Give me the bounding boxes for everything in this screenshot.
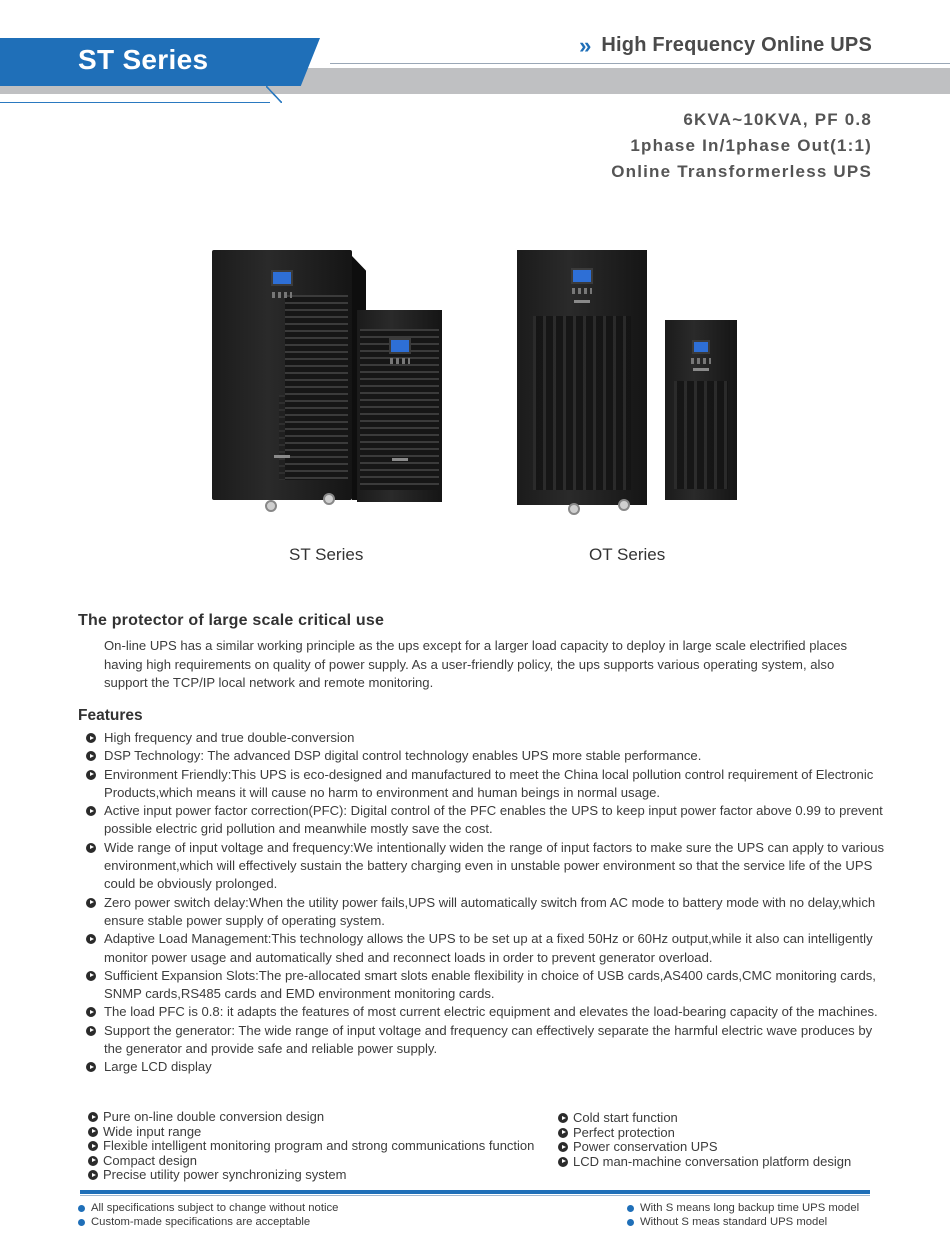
caster-wheel [618, 499, 630, 511]
ot-series-caption: OT Series [589, 545, 666, 564]
highlight-text: Perfect protection [573, 1124, 675, 1140]
arrow-bullet-icon [86, 1062, 96, 1072]
caster-wheel [265, 500, 277, 512]
arrow-bullet-icon [86, 733, 96, 743]
highlight-text: Compact design [103, 1152, 197, 1168]
highlight-text: Power conservation UPS [573, 1139, 718, 1154]
feature-item [86, 747, 886, 765]
feature-item [86, 967, 886, 1004]
highlight-item [558, 1126, 851, 1141]
arrow-bullet-icon [558, 1128, 568, 1138]
feature-item [86, 1058, 886, 1076]
feature-text: Active input power factor correction(PFC): Digital control of the PFC enables the UPS to keep input power factor above 0.99 to prevent possible electric grid pollution and meanwhile mostly save the cost. [104, 803, 883, 837]
feature-text: Large LCD display [104, 1059, 212, 1075]
features-heading: Features [78, 707, 143, 724]
feature-text: Wide range of input voltage and frequency:We intentionally widen the range of input factors to make sure the UPS can apply to various environment,which will effectively sustain the battery charging even in unstable power environment so that the service life of the UPS could be obviously prolonged. [104, 839, 885, 892]
highlight-text: Flexible intelligent monitoring program and strong communications function [103, 1138, 535, 1153]
st-series-caption: ST Series [289, 545, 364, 564]
highlight-item [88, 1125, 534, 1140]
footer-note-text: All specifications subject to change without notice [91, 1202, 339, 1214]
spec-line: 6KVA~10KVA, PF 0.8 [683, 110, 872, 129]
feature-item [86, 802, 886, 839]
feature-text: Support the generator: The wide range of input voltage and frequency can effectively separate the harmful electric wave produces by the generator and provide safe and reliable power supply. [104, 1022, 873, 1057]
footer-note-text: Without S meas standard UPS model [640, 1215, 828, 1228]
lcd-screen [571, 268, 593, 284]
footer-note-text: With S means long backup time UPS model [640, 1202, 860, 1214]
footer-notes-right [627, 1202, 859, 1229]
dot-bullet-icon [627, 1205, 634, 1212]
caster-wheel [568, 503, 580, 515]
highlight-text: LCD man-machine conversation platform design [573, 1153, 852, 1169]
highlight-item [88, 1110, 534, 1125]
footer-note [78, 1216, 338, 1230]
vent-panel [533, 316, 632, 489]
highlight-item [558, 1140, 851, 1155]
feature-item [86, 729, 886, 747]
arrow-bullet-icon [88, 1127, 98, 1137]
arrow-bullet-icon [86, 971, 96, 981]
arrow-bullet-icon [88, 1156, 98, 1166]
arrow-bullet-icon [558, 1142, 568, 1152]
series-title: ST Series [78, 44, 209, 75]
features-list [86, 729, 886, 1077]
control-buttons [390, 358, 410, 364]
caster-wheel [323, 493, 335, 505]
brand-logo [274, 455, 290, 458]
product-type-text: High Frequency Online UPS [601, 34, 872, 56]
arrow-bullet-icon [88, 1141, 98, 1151]
feature-text: Sufficient Expansion Slots:The pre-allocated smart slots enable flexibility in choice of USB cards,AS400 cards,CMC monitoring cards, SNMP cards,RS485 cards and EMD environment monitoring cards. [104, 967, 876, 1002]
ups-tower-small [357, 310, 442, 502]
brand-logo [693, 368, 709, 371]
feature-item [86, 1022, 886, 1059]
highlight-item [88, 1154, 534, 1169]
header-rule [330, 63, 950, 64]
feature-item [86, 766, 886, 803]
feature-item [86, 894, 886, 931]
vent-panel [674, 381, 729, 489]
double-chevron-icon: » [579, 32, 592, 58]
footer-notes-left [78, 1202, 338, 1229]
arrow-bullet-icon [86, 751, 96, 761]
spec-line: 1phase In/1phase Out(1:1) [630, 136, 872, 155]
control-buttons [691, 358, 711, 364]
lcd-screen [271, 270, 293, 286]
dot-bullet-icon [627, 1219, 634, 1226]
ups-tower-small [665, 320, 737, 500]
banner-slash [266, 86, 282, 103]
banner-underline [0, 102, 270, 103]
footer-note [627, 1216, 859, 1230]
arrow-bullet-icon [86, 843, 96, 853]
control-buttons [572, 288, 592, 294]
arrow-bullet-icon [88, 1170, 98, 1180]
feature-item [86, 1003, 886, 1021]
brand-logo [574, 300, 590, 303]
footer-note-text: Custom-made specifications are acceptable [91, 1215, 311, 1228]
intro-heading: The protector of large scale critical use [78, 612, 385, 629]
vent-grille [279, 395, 285, 480]
highlight-item [88, 1139, 534, 1154]
intro-paragraph: On-line UPS has a similar working principle as the ups except for a larger load capacity to deploy in large scale electrified places having high requirements on quality of power supply. As a user-friendly policy, the ups supports various operating system, also support the TCP/IP local network and remote monitoring. [104, 638, 848, 691]
ups-tower-large [517, 250, 647, 505]
arrow-bullet-icon [86, 1007, 96, 1017]
spec-summary [611, 107, 872, 185]
feature-text: High frequency and true double-conversion [104, 730, 355, 745]
highlights-left [88, 1110, 534, 1183]
lcd-screen [389, 338, 411, 354]
arrow-bullet-icon [86, 1026, 96, 1036]
feature-text: Environment Friendly:This UPS is eco-designed and manufactured to meet the China local pollution control requirement of Electronic Products,which means it will cause no harm to environment and human beings in normal usage. [104, 766, 874, 800]
ups-tower-large [212, 250, 352, 500]
arrow-bullet-icon [86, 770, 96, 780]
feature-text: Adaptive Load Management:This technology allows the UPS to be set up at a fixed 50Hz or 60Hz output,while it also can intelligently monitor power usage and automatically shed and reconnect loads in order to prevent generator overload. [104, 931, 873, 965]
highlight-item [558, 1155, 851, 1170]
feature-text: The load PFC is 0.8: it adapts the features of most current electric equipment and elevates the load-bearing capacity of the machines. [104, 1004, 878, 1020]
highlight-item [558, 1111, 851, 1126]
feature-item [86, 839, 886, 894]
footer-rule [80, 1190, 870, 1194]
arrow-bullet-icon [86, 934, 96, 944]
highlight-text: Cold start function [573, 1110, 678, 1125]
arrow-bullet-icon [558, 1113, 568, 1123]
st-series-image [205, 245, 455, 520]
footer-rule-thin [80, 1195, 870, 1196]
arrow-bullet-icon [86, 806, 96, 816]
highlight-item [88, 1168, 534, 1183]
product-type-heading [579, 34, 872, 57]
highlight-text: Pure on-line double conversion design [103, 1109, 325, 1124]
feature-text: DSP Technology: The advanced DSP digital control technology enables UPS more stable performance. [104, 748, 702, 764]
arrow-bullet-icon [558, 1157, 568, 1167]
arrow-bullet-icon [88, 1112, 98, 1122]
lcd-screen [692, 340, 710, 354]
footer-note [78, 1202, 338, 1216]
highlights-right [558, 1111, 851, 1169]
arrow-bullet-icon [86, 898, 96, 908]
highlight-text: Wide input range [103, 1123, 202, 1139]
feature-text: Zero power switch delay:When the utility power fails,UPS will automatically switch from AC mode to battery mode with no delay,which ensure stable power supply of operating system. [104, 894, 876, 928]
vent-grille [285, 295, 348, 480]
dot-bullet-icon [78, 1205, 85, 1212]
feature-item [86, 930, 886, 967]
highlight-text: Precise utility power synchronizing system [103, 1167, 347, 1182]
footer-note [627, 1202, 859, 1216]
control-buttons [272, 292, 292, 298]
spec-line: Online Transformerless UPS [611, 162, 872, 181]
brand-logo [392, 458, 408, 461]
ot-series-image [510, 245, 755, 520]
dot-bullet-icon [78, 1219, 85, 1226]
